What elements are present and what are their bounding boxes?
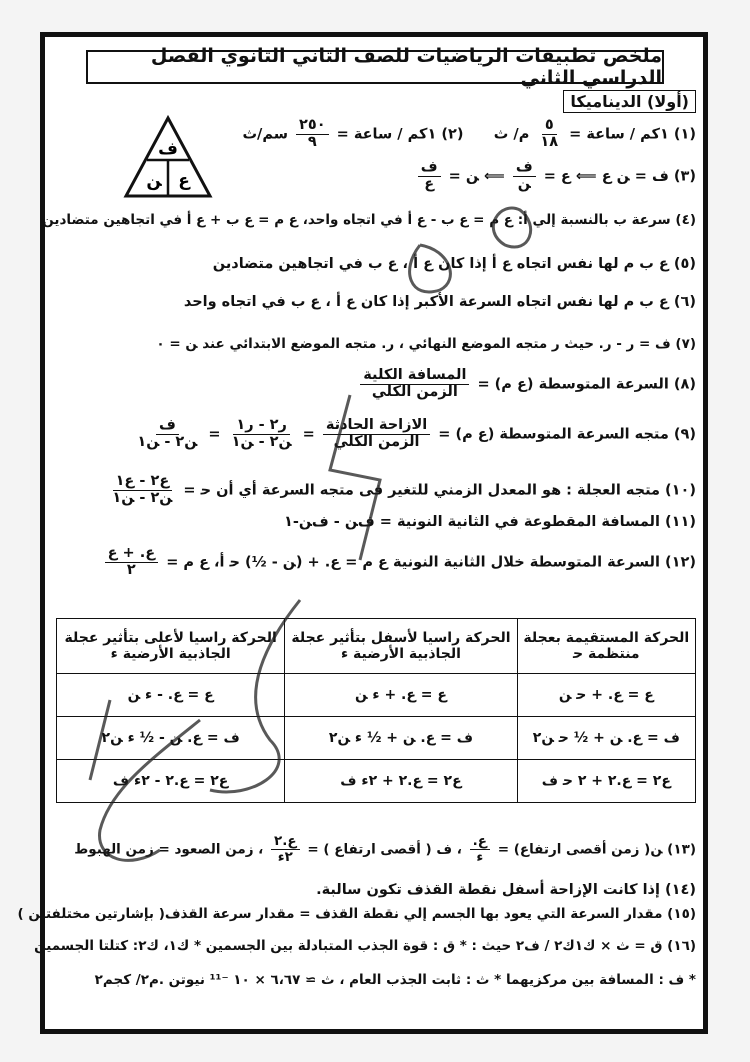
item-11: (١١) المسافة المقطوعة في الثانية النونية = فﻦ - فﻦ-١ bbox=[283, 514, 696, 530]
item-7: (٧) ف = ﺭ - ﺭ. حيث ﺭ متجه الموضع النهائي ، ﺭ. متجه الموضع الابتدائي عند ﻦ = ٠ bbox=[156, 336, 696, 352]
table-row bbox=[57, 674, 696, 717]
motion-equations-table bbox=[56, 618, 696, 803]
item-15: (١٥) مقدار السرعة التي يعود بها الجسم إلي نقطة القذف = مقدار سرعة القذف( بإشارتين مختلفتين ) bbox=[17, 906, 696, 922]
item-12: (١٢) السرعة المتوسطة خلال الثانية النونية ع م = ع. + (ﻦ - ½) ﺣ أ، ع م = $\frac{\text{ع. + ع}}{٢}$ bbox=[54, 546, 696, 579]
table-header: الحركة راسيا لأسفل بتأثير عجلة الجاذبية الأرضية ء bbox=[285, 619, 517, 674]
item-3: (٣) ف = ﻦ ع ⟸ ع = $\frac{\text{ف}}{\text{ﻦ}}$ ⟸ ﻦ = $\frac{\text{ف}}{\text{ع}}$ bbox=[380, 160, 696, 193]
table-cell: ف = ع. ﻦ + ½ ء ﻦ٢ bbox=[285, 717, 517, 760]
table-header-row bbox=[57, 619, 696, 674]
table-cell: ع = ع. + ﺣ ﻦ bbox=[517, 674, 695, 717]
item-9: (٩) متجه السرعة المتوسطة (ع م) = $\frac{\text{الازاحة الحادثة}}{\text{الزمن الكلي}}$ = $\frac{\text{ﺭ٢ - ﺭ١}}{\text{ﻦ٢ - ﻦ١}}$ = $\frac{\text{ف}}{\text{ﻦ٢ - ﻦ١}}$ bbox=[137, 417, 696, 450]
triangle-left: ﻦ bbox=[146, 171, 162, 191]
item-1-2: (١) ١كم / ساعة = $\frac{٥}{١٨}$ م/ ث (٢) ١كم / ساعة = $\frac{٢٥٠}{٩}$ سم/ث bbox=[242, 117, 696, 150]
item-16: (١٦) ق = ث × ك١ك٢ / ف٢ حيث : * ق : قوة الجذب المتبادلة بين الجسمين * ك١، ك٢: كتلتا الجسمين bbox=[34, 938, 696, 954]
section-heading: (أولا) الديناميكا bbox=[563, 90, 696, 113]
item-10: (١٠) متجه العجلة : هو المعدل الزمني للتغير فى متجه السرعة أي أن ﺣ = $\frac{\text{ع٢ - ع١}}{\text{ﻦ٢ - ﻦ١}}$ bbox=[112, 473, 696, 506]
table-cell: ف = ع. ﻦ - ½ ء ﻦ٢ bbox=[57, 717, 285, 760]
document-title: ملخص تطبيقات الرياضيات للصف الثاني الثانوي الفصل الدراسي الثاني bbox=[86, 50, 664, 84]
table-cell: ف = ع. ﻦ + ½ ﺣ ﻦ٢ bbox=[517, 717, 695, 760]
item-14: (١٤) إذا كانت الإزاحة أسفل نقطة القذف تكون سالبة. bbox=[316, 882, 696, 898]
item-13: (١٣) ﻦ( زمن أقصى ارتفاع) = $\frac{\text{ع.}}{\text{ء}}$ ، ف ( أقصى ارتفاع ) = $\frac{\text{ع.٢}}{\text{٢ء}}$ ، زمن الصعود = زمن الهبوط bbox=[74, 833, 696, 865]
item-17: * ف : المسافة بين مركزيهما * ث : ثابت الجذب العام ، ث ≃ ٦،٦٧ × ١٠ ⁻¹¹ نيوتن .م٢/ كجم٢ bbox=[94, 972, 696, 988]
table-header: الحركة المستقيمة بعجلة منتظمة ﺣ bbox=[517, 619, 695, 674]
item-4: (٤) سرعة ب بالنسبة إلي أ: ع م = ع ب - ع أ في اتجاه واحد، ع م = ع ب + ع أ في اتجاهين متضادين bbox=[42, 212, 696, 228]
table-header: الحركة راسيا لأعلى بتأثير عجلة الجاذبية الأرضية ء bbox=[57, 619, 285, 674]
item-5: (٥) ع ب م لها نفس اتجاه ع أ إذا كان ع أ ، ع ب في اتجاهين متضادين bbox=[212, 256, 696, 272]
table-cell: ع = ع. - ء ﻦ bbox=[57, 674, 285, 717]
table-row bbox=[57, 717, 696, 760]
item-6: (٦) ع ب م لها نفس اتجاه السرعة الأكبر إذا كان ع أ ، ع ب في اتجاه واحد bbox=[183, 294, 696, 310]
table-cell: ع٢ = ع.٢ - ٢ء ف bbox=[57, 760, 285, 803]
item-8: (٨) السرعة المتوسطة (ع م) = $\frac{\text{المسافة الكلية}}{\text{الزمن الكلي}}$ bbox=[380, 368, 696, 401]
formula-triangle bbox=[124, 116, 212, 198]
triangle-top: ف bbox=[158, 139, 178, 159]
table-row bbox=[57, 760, 696, 803]
triangle-right: ع bbox=[178, 171, 190, 191]
table-cell: ع٢ = ع.٢ + ٢ ﺣ ف bbox=[517, 760, 695, 803]
table-cell: ع٢ = ع.٢ + ٢ء ف bbox=[285, 760, 517, 803]
table-cell: ع = ع. + ء ﻦ bbox=[285, 674, 517, 717]
